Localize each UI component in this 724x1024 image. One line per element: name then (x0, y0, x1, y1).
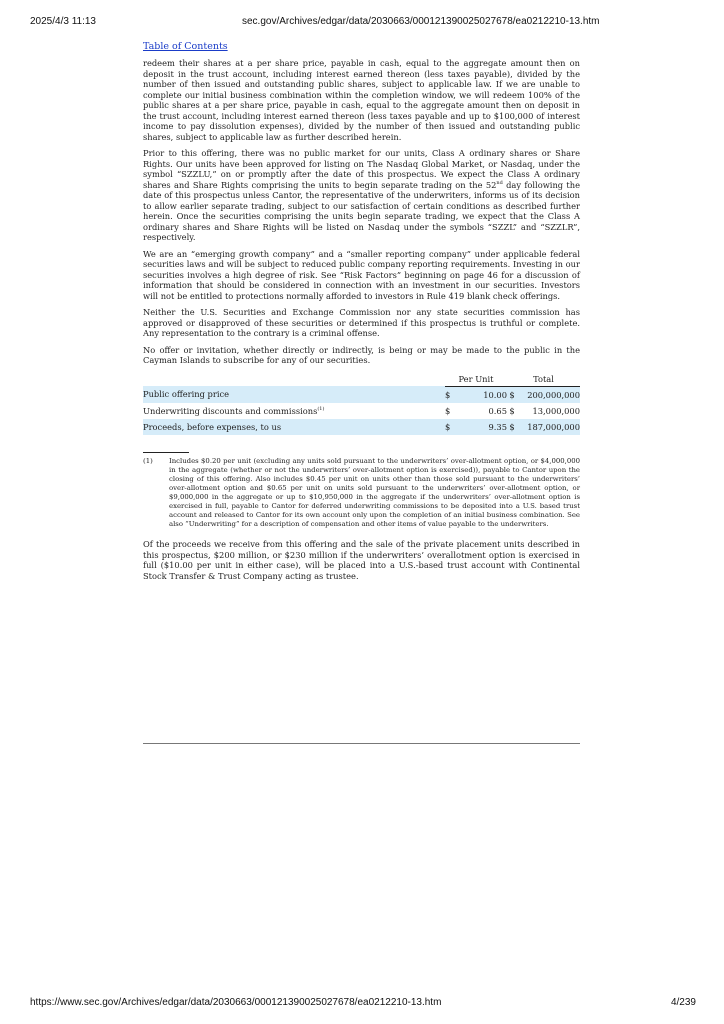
total-value: 13,000,000 (532, 405, 580, 416)
footnote-marker: (1) (143, 456, 153, 465)
print-page-title: sec.gov/Archives/edgar/data/2030663/000121390025027678/ea0212210-13.htm (242, 16, 600, 27)
paragraph-market-listing (143, 148, 580, 243)
footnote-reference: (1) (317, 405, 325, 412)
paragraph-trust-account: Of the proceeds we receive from this offering and the sale of the private placement units described in this prospectus, $200 million, or $230 million if the underwriters’ overallotment option is exercised in full ($10.00 per unit in either case), will be placed into a U.S.-based trust account with Continental Stock Transfer & Trust Company acting as trustee. (143, 539, 580, 581)
total-value: 187,000,000 (517, 419, 580, 435)
table-of-contents-link[interactable]: Table of Contents (143, 41, 228, 52)
currency-symbol: $ (507, 386, 517, 403)
row-label-text: Underwriting discounts and commissions (143, 405, 318, 416)
footnote-text: Includes $0.20 per unit (excluding any units sold pursuant to the underwriters’ over-allotment option, or $4,000,000 in the aggregate (whether or not the underwriters’ over-allotment option is exercised)), payable to Cantor upon the closing of this offering. Also includes $0.45 per unit on units other than those sold pursuant to the underwriters’ over-allotment option and $0.65 per unit on units sold pursuant to the underwriters’ over-allotment option, or $9,000,000 in the aggregate or up to $10,950,000 in the aggregate if the underwriters’ over-allotment option is exercised in full, payable to Cantor for deferred underwriting commissions to be deposited into a U.S. based trust account and released to Cantor for its own account only upon the completion of an initial business combination. See also “Underwriting” for a description of compensation and other items of value payable to the underwriters. (169, 456, 580, 529)
paragraph-cayman-notice: No offer or invitation, whether directly or indirectly, is being or may be made to the public in the Cayman Islands to subscribe for any of our securities. (143, 344, 580, 365)
offering-price-table (143, 372, 580, 435)
print-footer-url: https://www.sec.gov/Archives/edgar/data/2030663/000121390025027678/ea0212210-13.htm (30, 997, 442, 1008)
table-row (143, 386, 580, 403)
currency-symbol: $ (445, 419, 457, 435)
paragraph-market-listing-part1: Prior to this offering, there was no public market for our units, Class A ordinary shares or Share Rights. Our units have been approved for listing on The Nasdaq Global Market, or Nasdaq, under the symbol “SZZLU,” on or promptly after the date of this prospectus. We expect the Class A ordinary shares and Share Rights comprising the units to begin separate trading on the 52 (143, 148, 580, 190)
row-label (143, 403, 445, 419)
currency-symbol: $ (507, 419, 517, 435)
paragraph-market-listing-part2: day following the date of this prospectus unless Cantor, the representative of the underwriters, informs us of its decision to allow earlier separate trading, subject to our satisfaction of certain conditions as described further herein. Once the securities comprising the units begin separate trading, we expect that the Class A ordinary shares and Share Rights will be listed on Nasdaq under the symbols “SZZL” and “SZZLR”, respectively. (143, 179, 580, 242)
paragraph-sec-disclaimer: Neither the U.S. Securities and Exchange Commission nor any state securities commission has approved or disapproved of these securities or determined if this prospectus is truthful or complete. Any representation to the contrary is a criminal offense. (143, 307, 580, 338)
per-unit-value: 9.35 (457, 419, 507, 435)
column-header-total: Total (507, 372, 580, 387)
print-page-counter: 4/239 (670, 997, 696, 1008)
ordinal-superscript: nd (496, 179, 503, 186)
currency-symbol: $ (509, 405, 515, 416)
per-unit-value: 0.65 (488, 405, 507, 416)
footnote (143, 457, 580, 530)
currency-symbol: $ (445, 386, 457, 403)
footnote-divider (143, 452, 189, 453)
column-header-per-unit: Per Unit (445, 372, 507, 387)
currency-symbol: $ (445, 405, 451, 416)
paragraph-emerging-growth: We are an “emerging growth company” and a “smaller reporting company” under applicable federal securities laws and will be subject to reduced public company reporting requirements. Investing in our securities involves a high degree of risk. See “Risk Factors” beginning on page 46 for a discussion of information that should be considered in connection with an investment in our securities. Investors will not be entitled to protections normally afforded to investors in Rule 419 blank check offerings. (143, 248, 580, 301)
table-row (143, 403, 580, 419)
print-datetime: 2025/4/3 11:13 (30, 16, 96, 27)
per-unit-value: 10.00 (457, 386, 507, 403)
table-header-row (143, 372, 580, 387)
section-end-rule (143, 743, 580, 744)
total-value: 200,000,000 (517, 386, 580, 403)
document-page (143, 41, 580, 587)
row-label: Proceeds, before expenses, to us (143, 419, 445, 435)
row-label: Public offering price (143, 386, 445, 403)
paragraph-redemption: redeem their shares at a per share price, payable in cash, equal to the aggregate amount then on deposit in the trust account, including interest earned thereon (less taxes payable), divided by the number of then issued and outstanding public shares, subject to applicable law. If we are unable to complete our initial business combination within the completion window, we will redeem 100% of the public shares at a per share price, payable in cash, equal to the aggregate amount then on deposit in the trust account, including interest earned thereon (less taxes payable and up to $100,000 of interest income to pay dissolution expenses), divided by the number of then issued and outstanding public shares, subject to applicable law as further described herein. (143, 58, 580, 142)
table-row (143, 419, 580, 435)
